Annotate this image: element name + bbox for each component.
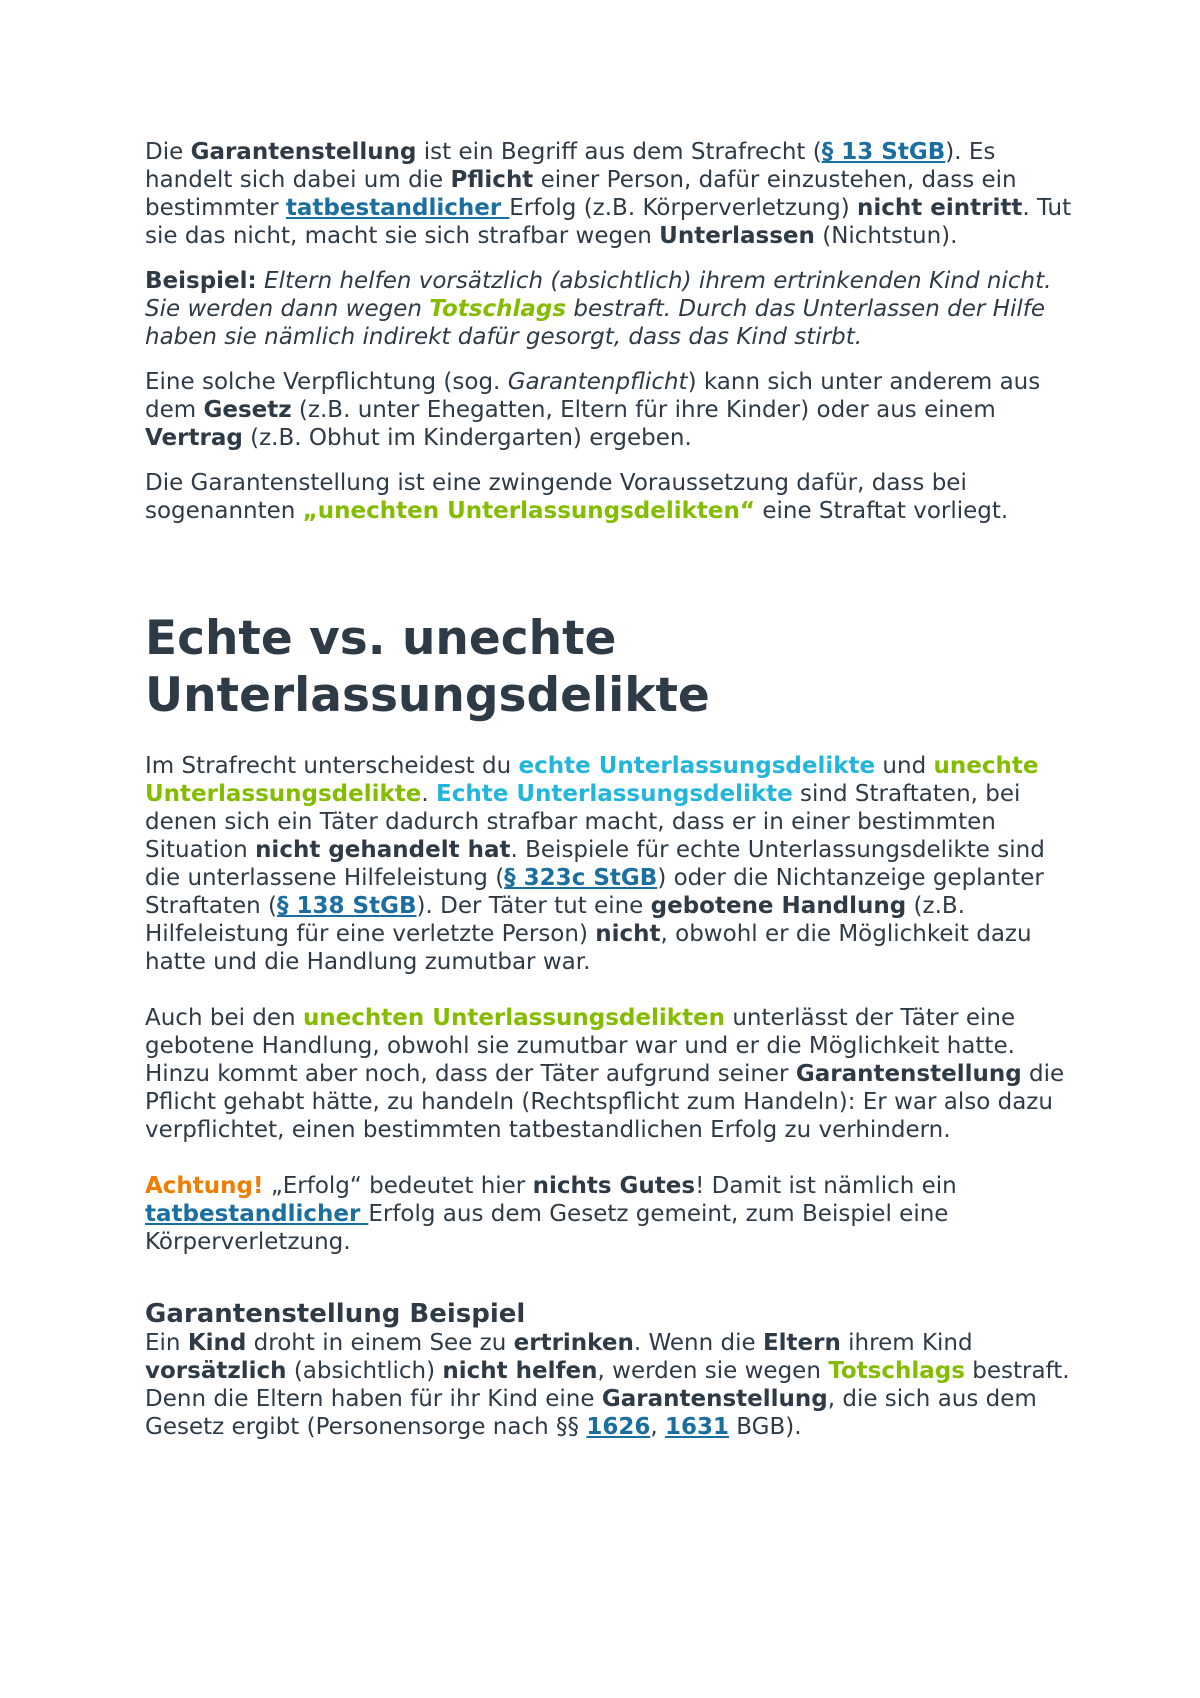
text: , werden sie wegen: [597, 1358, 829, 1384]
intro-paragraph: [145, 138, 1085, 250]
text: Im Strafrecht unterscheidest du: [145, 753, 519, 779]
text: Die Garantenstellung ist eine zwingende Voraussetzung dafür, dass bei sogenannten: [145, 470, 967, 524]
italic-term: Garantenpflicht: [507, 369, 688, 395]
text: .: [421, 781, 437, 807]
example-paragraph: [145, 267, 1085, 351]
law-link-13-stgb[interactable]: § 13 StGB: [821, 139, 946, 165]
bold-term: nicht helfen: [442, 1358, 598, 1384]
text: (z.B. unter Ehegatten, Eltern für ihre Kinder) oder aus einem: [291, 397, 996, 423]
text: ,: [650, 1414, 665, 1440]
bold-term: Garantenstellung: [601, 1386, 828, 1412]
bold-term: Eltern: [762, 1330, 841, 1356]
tatbestandlicher-link[interactable]: tatbestandlicher: [285, 195, 510, 221]
text: Ein: [145, 1330, 188, 1356]
text: ihrem Kind: [840, 1330, 973, 1356]
text: (z.B. Hilfeleistung für eine verletzte Person): [145, 893, 966, 947]
text: ) oder die Nichtanzeige geplanter Straftaten (: [145, 865, 1044, 919]
text: Erfolg aus dem Gesetz gemeint, zum Beispiel eine Körperverletzung.: [145, 1201, 949, 1255]
obligation-paragraph: [145, 368, 1085, 452]
text: , die sich aus dem Gesetz ergibt (Personensorge nach §§: [145, 1386, 1037, 1440]
unechte-paragraph: [145, 1004, 1085, 1144]
distinction-paragraph: [145, 752, 1085, 976]
warning-label: Achtung!: [145, 1173, 264, 1199]
bold-term: nicht eintritt: [857, 195, 1023, 221]
bold-term: nicht gehandelt hat: [255, 837, 511, 863]
text: Auch bei den: [145, 1005, 303, 1031]
text: , obwohl er die Möglichkeit dazu hatte und die Handlung zumutbar war.: [145, 921, 1032, 975]
text: ist ein Begriff aus dem Strafrecht (: [416, 139, 822, 165]
bold-term: nicht: [595, 921, 661, 947]
bold-term: Unterlassen: [659, 223, 815, 249]
text: (absichtlich): [286, 1358, 443, 1384]
highlight-term: Totschlags: [429, 296, 567, 322]
bold-term: Kind: [187, 1330, 247, 1356]
document-body: [145, 138, 1085, 1441]
highlight-term: echte Unterlassungsdelikte: [518, 753, 876, 779]
bold-term: nichts Gutes: [532, 1173, 696, 1199]
law-link-1631-bgb[interactable]: 1631: [664, 1414, 729, 1440]
text: bestraft. Denn die Eltern haben für ihr Kind eine: [145, 1358, 1070, 1412]
bold-term: Gesetz: [203, 397, 292, 423]
text: die Pflicht gehabt hätte, zu handeln (Rechtspflicht zum Handeln): Er war also dazu verpflichtet, einen bestimmten tatbestandlichen Erfolg zu verhindern.: [145, 1061, 1065, 1143]
bold-term: Pflicht: [450, 167, 534, 193]
text: ! Damit ist nämlich ein: [695, 1173, 957, 1199]
example-label: Beispiel:: [145, 268, 257, 294]
text: . Wenn die: [633, 1330, 763, 1356]
law-link-323c-stgb[interactable]: § 323c StGB: [504, 865, 658, 891]
highlight-term: unechten Unterlassungsdelikten: [302, 1005, 726, 1031]
highlight-term: Totschlags: [828, 1358, 965, 1384]
text: eine Straftat vorliegt.: [755, 498, 1009, 524]
law-link-138-stgb[interactable]: § 138 StGB: [277, 893, 417, 919]
bold-term: ertrinken: [513, 1330, 634, 1356]
text: . Tut sie das nicht, macht sie sich strafbar wegen: [145, 195, 1072, 249]
highlight-term: Echte Unterlassungsdelikte: [436, 781, 793, 807]
text: einer Person, dafür einzustehen, dass ein bestimmter: [145, 167, 1017, 221]
text: sind Straftaten, bei denen sich ein Täter dadurch strafbar macht, dass er in einer bestimmten Situation: [145, 781, 1021, 863]
text: ) kann sich unter anderem aus dem: [145, 369, 1041, 423]
italic-text: Eltern helfen vorsätzlich (absichtlich) ihrem ertrinkenden Kind nicht. Sie werden dann wegen: [145, 268, 1052, 322]
case-example-paragraph: [145, 1329, 1085, 1441]
text: BGB).: [728, 1414, 802, 1440]
bold-term: Vertrag: [145, 425, 243, 451]
text: „Erfolg“ bedeutet hier: [263, 1173, 533, 1199]
text: ). Es handelt sich dabei um die: [145, 139, 996, 193]
section-heading: Echte vs. unechte Unterlassungsdelikte: [145, 611, 710, 723]
text: (Nichtstun).: [814, 223, 958, 249]
text: ). Der Täter tut eine: [416, 893, 651, 919]
highlight-term: unechte Unterlassungsdelikte: [145, 753, 1039, 807]
text: droht in einem See zu: [246, 1330, 514, 1356]
italic-text: bestraft. Durch das Unterlassen der Hilfe haben sie nämlich indirekt dafür gesorgt, dass das Kind stirbt.: [145, 296, 1046, 350]
text: Eine solche Verpflichtung (sog.: [145, 369, 508, 395]
text: unterlässt der Täter eine gebotene Handlung, obwohl sie zumutbar war und er die Möglichkeit hatte. Hinzu kommt aber noch, dass der Täter aufgrund seiner: [145, 1005, 1016, 1087]
subsection-heading: Garantenstellung Beispiel: [145, 1299, 526, 1329]
requirement-paragraph: [145, 469, 1085, 525]
text: und: [875, 753, 934, 779]
bold-term: Garantenstellung: [190, 139, 417, 165]
text: (z.B. Obhut im Kindergarten) ergeben.: [242, 425, 692, 451]
text: Erfolg (z.B. Körperverletzung): [509, 195, 858, 221]
bold-term: gebotene Handlung: [650, 893, 907, 919]
highlight-term: „unechten Unterlassungsdelikten“: [302, 498, 756, 524]
tatbestandlicher-link[interactable]: tatbestandlicher: [145, 1201, 369, 1227]
text: . Beispiele für echte Unterlassungsdelikte sind die unterlassene Hilfeleistung (: [145, 837, 1045, 891]
bold-term: Garantenstellung: [795, 1061, 1022, 1087]
text: Die: [145, 139, 191, 165]
law-link-1626-bgb[interactable]: 1626: [586, 1414, 651, 1440]
bold-term: vorsätzlich: [145, 1358, 287, 1384]
warning-paragraph: [145, 1172, 1085, 1256]
